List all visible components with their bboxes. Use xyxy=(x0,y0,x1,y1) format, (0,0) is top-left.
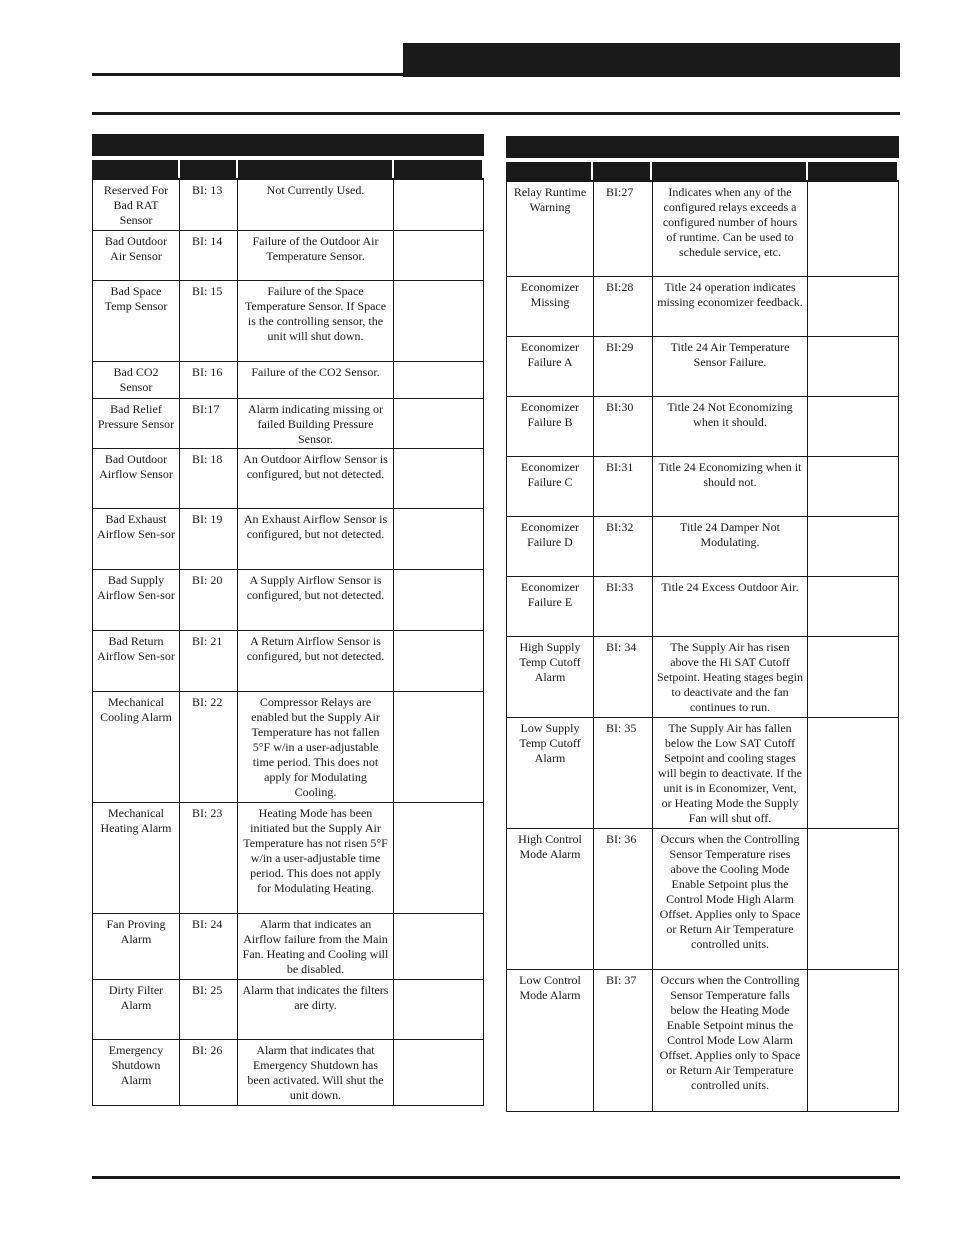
cell-extra xyxy=(394,980,484,1039)
cell-extra xyxy=(808,718,899,828)
cell-extra xyxy=(808,970,899,1111)
cell-address: BI: 20 xyxy=(180,570,238,630)
cell-extra xyxy=(394,509,484,569)
cell-address: BI: 14 xyxy=(180,231,238,280)
cell-address: BI:29 xyxy=(594,337,653,396)
cell-name: Reserved For Bad RAT Sensor xyxy=(93,180,180,230)
cell-name: Economizer Missing xyxy=(507,277,594,336)
cell-description: Indicates when any of the configured relays exceeds a configured number of hours of runtime. Can be used to schedule service, etc. xyxy=(653,182,808,276)
cell-address: BI: 24 xyxy=(180,914,238,979)
table-row xyxy=(93,231,484,281)
cell-address: BI:33 xyxy=(594,577,653,636)
cell-description: Title 24 Economizing when it should not. xyxy=(653,457,808,516)
cell-description: Alarm that indicates the filters are dirty. xyxy=(238,980,394,1039)
cell-extra xyxy=(394,399,484,448)
cell-name: Bad Outdoor Airflow Sensor xyxy=(93,449,180,508)
cell-extra xyxy=(808,829,899,969)
cell-address: BI:17 xyxy=(180,399,238,448)
table-row xyxy=(507,517,899,577)
cell-address: BI:27 xyxy=(594,182,653,276)
cell-description: A Return Airflow Sensor is configured, but not detected. xyxy=(238,631,394,691)
cell-description: The Supply Air has risen above the Hi SAT Cutoff Setpoint. Heating stages begin to deactivate and the fan continues to run. xyxy=(653,637,808,717)
table-body xyxy=(92,178,484,1106)
cell-description: Heating Mode has been initiated but the Supply Air Temperature has not risen 5°F w/in a user-adjustable time period. This does not apply for Modulating Heating. xyxy=(238,803,394,913)
cell-extra xyxy=(808,277,899,336)
table-row xyxy=(93,803,484,914)
cell-name: Bad Supply Airflow Sen-sor xyxy=(93,570,180,630)
cell-name: Bad Space Temp Sensor xyxy=(93,281,180,361)
cell-address: BI: 37 xyxy=(594,970,653,1111)
table-row xyxy=(507,577,899,637)
cell-description: Occurs when the Controlling Sensor Temperature rises above the Cooling Mode Enable Setpoint plus the Control Mode High Alarm Offset. Applies only to Space or Return Air Temperature controlled units. xyxy=(653,829,808,969)
header-divider xyxy=(92,112,900,115)
cell-address: BI: 23 xyxy=(180,803,238,913)
table-row xyxy=(507,970,899,1111)
table-row xyxy=(93,399,484,449)
cell-description: The Supply Air has fallen below the Low SAT Cutoff Setpoint and cooling stages will begin to deactivate. If the unit is in Economizer, Vent, or Heating Mode the Supply Fan will shut off. xyxy=(653,718,808,828)
cell-extra xyxy=(808,637,899,717)
table-row xyxy=(93,449,484,509)
cell-name: Low Control Mode Alarm xyxy=(507,970,594,1111)
cell-name: Bad CO2 Sensor xyxy=(93,362,180,398)
header-cell-extra xyxy=(394,160,482,178)
cell-description: Not Currently Used. xyxy=(238,180,394,230)
cell-name: Economizer Failure A xyxy=(507,337,594,396)
cell-extra xyxy=(808,517,899,576)
cell-address: BI:31 xyxy=(594,457,653,516)
cell-extra xyxy=(394,362,484,398)
cell-description: Occurs when the Controlling Sensor Temperature falls below the Heating Mode Enable Setpoint minus the Control Mode Low Alarm Offset. Applies only to Space or Return Air Temperature controlled units. xyxy=(653,970,808,1111)
cell-extra xyxy=(808,337,899,396)
header-cell-description xyxy=(238,160,392,178)
cell-address: BI: 25 xyxy=(180,980,238,1039)
cell-description: Alarm indicating missing or failed Building Pressure Sensor. xyxy=(238,399,394,448)
cell-description: Alarm that indicates an Airflow failure from the Main Fan. Heating and Cooling will be disabled. xyxy=(238,914,394,979)
cell-description: Failure of the Outdoor Air Temperature Sensor. xyxy=(238,231,394,280)
cell-description: Failure of the CO2 Sensor. xyxy=(238,362,394,398)
cell-name: Bad Relief Pressure Sensor xyxy=(93,399,180,448)
cell-description: Compressor Relays are enabled but the Supply Air Temperature has not fallen 5°F w/in a user-adjustable time period. This does not apply for Modulating Cooling. xyxy=(238,692,394,802)
cell-extra xyxy=(394,180,484,230)
cell-extra xyxy=(394,914,484,979)
cell-address: BI:32 xyxy=(594,517,653,576)
table-row xyxy=(93,631,484,692)
table-row xyxy=(93,281,484,362)
cell-name: Economizer Failure D xyxy=(507,517,594,576)
cell-address: BI: 34 xyxy=(594,637,653,717)
header-rule xyxy=(92,73,404,76)
cell-name: Economizer Failure E xyxy=(507,577,594,636)
cell-name: Fan Proving Alarm xyxy=(93,914,180,979)
table-row xyxy=(507,457,899,517)
cell-description: Title 24 Not Economizing when it should. xyxy=(653,397,808,456)
header-title-bar xyxy=(403,43,900,77)
cell-description: A Supply Airflow Sensor is configured, but not detected. xyxy=(238,570,394,630)
table-row xyxy=(507,277,899,337)
cell-address: BI:30 xyxy=(594,397,653,456)
cell-name: Dirty Filter Alarm xyxy=(93,980,180,1039)
cell-name: High Control Mode Alarm xyxy=(507,829,594,969)
table-row xyxy=(507,718,899,829)
cell-description: Failure of the Space Temperature Sensor. If Space is the controlling sensor, the unit will shut down. xyxy=(238,281,394,361)
cell-name: Bad Exhaust Airflow Sen-sor xyxy=(93,509,180,569)
table-body xyxy=(506,180,899,1112)
cell-address: BI: 19 xyxy=(180,509,238,569)
cell-address: BI: 35 xyxy=(594,718,653,828)
cell-name: Bad Return Airflow Sen-sor xyxy=(93,631,180,691)
cell-name: Mechanical Cooling Alarm xyxy=(93,692,180,802)
table-row xyxy=(507,337,899,397)
cell-address: BI: 22 xyxy=(180,692,238,802)
cell-description: Title 24 Excess Outdoor Air. xyxy=(653,577,808,636)
cell-name: Economizer Failure B xyxy=(507,397,594,456)
table-header-row xyxy=(506,162,899,180)
header-cell-name xyxy=(506,162,591,180)
cell-extra xyxy=(808,457,899,516)
cell-address: BI: 36 xyxy=(594,829,653,969)
cell-name: Relay Runtime Warning xyxy=(507,182,594,276)
header-cell-extra xyxy=(808,162,897,180)
footer-rule xyxy=(92,1176,900,1179)
cell-description: An Outdoor Airflow Sensor is configured, but not detected. xyxy=(238,449,394,508)
alarm-table-right xyxy=(506,136,899,1112)
cell-extra xyxy=(394,570,484,630)
alarm-table-left xyxy=(92,134,484,1106)
table-row xyxy=(93,914,484,980)
cell-description: An Exhaust Airflow Sensor is configured, but not detected. xyxy=(238,509,394,569)
header-cell-address xyxy=(593,162,650,180)
cell-address: BI: 26 xyxy=(180,1040,238,1105)
cell-name: Economizer Failure C xyxy=(507,457,594,516)
cell-name: Emergency Shutdown Alarm xyxy=(93,1040,180,1105)
cell-description: Title 24 operation indicates missing economizer feedback. xyxy=(653,277,808,336)
cell-extra xyxy=(394,231,484,280)
cell-extra xyxy=(808,577,899,636)
table-row xyxy=(93,509,484,570)
header-cell-description xyxy=(652,162,806,180)
table-row xyxy=(507,397,899,457)
cell-description: Title 24 Damper Not Modulating. xyxy=(653,517,808,576)
table-row xyxy=(93,980,484,1040)
cell-extra xyxy=(394,692,484,802)
cell-name: High Supply Temp Cutoff Alarm xyxy=(507,637,594,717)
cell-description: Title 24 Air Temperature Sensor Failure. xyxy=(653,337,808,396)
table-title-bar xyxy=(506,136,899,158)
cell-extra xyxy=(808,397,899,456)
table-row xyxy=(93,362,484,399)
cell-address: BI: 15 xyxy=(180,281,238,361)
cell-address: BI: 18 xyxy=(180,449,238,508)
table-header-row xyxy=(92,160,484,178)
cell-extra xyxy=(394,281,484,361)
table-row xyxy=(93,570,484,631)
cell-description: Alarm that indicates that Emergency Shutdown has been activated. Will shut the unit down. xyxy=(238,1040,394,1105)
table-title-bar xyxy=(92,134,484,156)
table-row xyxy=(93,1040,484,1105)
cell-extra xyxy=(394,449,484,508)
cell-name: Low Supply Temp Cutoff Alarm xyxy=(507,718,594,828)
cell-address: BI: 21 xyxy=(180,631,238,691)
table-row xyxy=(93,180,484,231)
cell-extra xyxy=(394,1040,484,1105)
header-cell-address xyxy=(180,160,236,178)
cell-name: Bad Outdoor Air Sensor xyxy=(93,231,180,280)
cell-name: Mechanical Heating Alarm xyxy=(93,803,180,913)
cell-address: BI: 16 xyxy=(180,362,238,398)
cell-address: BI: 13 xyxy=(180,180,238,230)
cell-address: BI:28 xyxy=(594,277,653,336)
cell-extra xyxy=(394,803,484,913)
table-row xyxy=(93,692,484,803)
cell-extra xyxy=(394,631,484,691)
header-cell-name xyxy=(92,160,178,178)
table-row xyxy=(507,829,899,970)
table-row xyxy=(507,637,899,718)
table-row xyxy=(507,182,899,277)
cell-extra xyxy=(808,182,899,276)
